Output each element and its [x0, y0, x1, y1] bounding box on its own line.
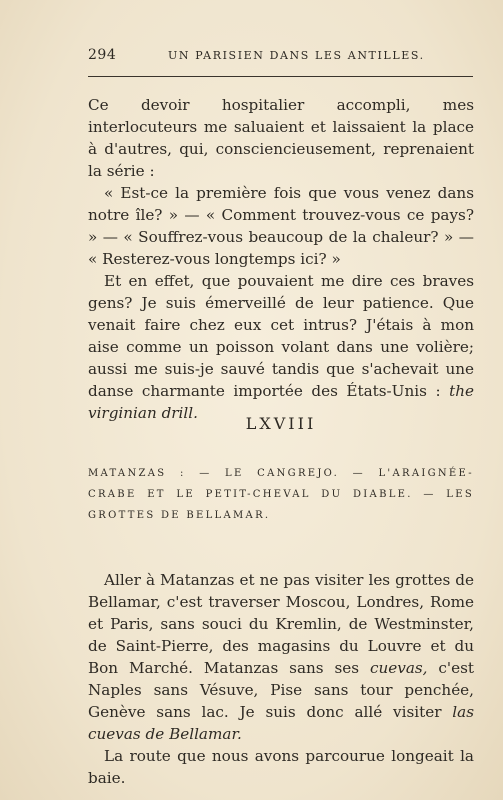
text-block-bottom	[88, 569, 474, 789]
paragraph: La route que nous avons parcourue longeait la baie.	[88, 747, 474, 787]
paragraph-text: Aller à Matanzas et ne pas visiter les grottes de Bellamar, c'est traverser Moscou, Londres, Rome et Paris, sans souci du Kremlin, de Westminster, de Saint-Pierre, des magasins du Louvre et du Bon Marché. Matanzas sans ses	[88, 571, 474, 677]
paragraph-text: c'est Naples sans Vésuve, Pise sans tour penchée, Genève sans lac. Je suis donc allé visiter	[88, 659, 474, 721]
paragraph	[88, 270, 474, 424]
paragraph	[88, 569, 474, 745]
italic-word: cuevas,	[369, 659, 428, 677]
paragraph: Ce devoir hospitalier accompli, mes interlocuteurs me saluaient et laissaient la place à d'autres, qui, consciencieusement, reprenaient la série :	[88, 96, 474, 180]
text-block-top	[88, 94, 474, 424]
italic-phrase: the virginian drill.	[88, 382, 474, 422]
paragraph: « Est-ce la première fois que vous venez dans notre île? » — « Comment trouvez-vous ce pays? » — « Souffrez-vous beaucoup de la chaleur? » — « Resterez-vous longtemps ici? »	[88, 184, 474, 268]
paragraph-text: Et en effet, que pouvaient me dire ces braves gens? Je suis émerveillé de leur patience. Que venait faire chez eux cet intrus? J'étais à mon aise comme un poisson volant dans une volière; aussi me suis-je sauvé tandis que s'achevait une danse charmante importée des États-Unis :	[88, 272, 474, 400]
chapter-summary: MATANZAS : — LE CANGREJO. — L'ARAIGNÉE-CRABE ET LE PETIT-CHEVAL DU DIABLE. — LES GROTTES DE BELLAMAR.	[88, 468, 474, 521]
chapter-number: LXVIII	[245, 414, 317, 433]
page-number: 294	[88, 47, 117, 63]
page-header	[88, 47, 473, 67]
header-rule	[88, 76, 473, 77]
running-title: UN PARISIEN DANS LES ANTILLES.	[168, 49, 425, 62]
italic-phrase: las cuevas de Bellamar.	[88, 703, 474, 743]
